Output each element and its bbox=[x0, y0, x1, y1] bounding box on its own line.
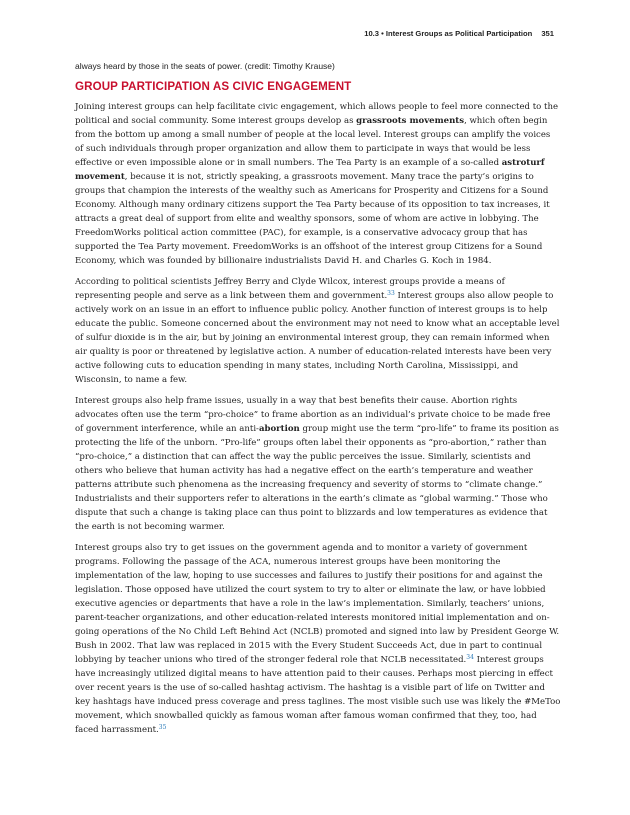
running-header bbox=[364, 29, 554, 38]
body-paragraph: Joining interest groups can help facilitate civic engagement, which allows people to feel more connected to the political and social community. Some interest groups develop as grassroots movements, which often begin from the bottom up among a small number of people at the local level. Interest groups can amplify the voices of such individuals through proper organization and allow them to participate in ways that would be less effective or even impossible alone or in small numbers. The Tea Party is an example of a so-called astroturf movement, because it is not, strictly speaking, a grassroots movement. Many trace the party’s origins to groups that champion the interests of the wealthy such as Americans for Prosperity and Citizens for a Sound Economy. Although many ordinary citizens support the Tea Party because of its opposition to tax increases, it attracts a great deal of support from elite and wealthy sponsors, some of whom are active in lobbying. The FreedomWorks political action committee (PAC), for example, is a conservative advocacy group that has supported the Tea Party movement. FreedomWorks is an offshoot of the interest group Citizens for a Sound Economy, which was founded by billionaire industrialists David H. and Charles G. Koch in 1984. bbox=[75, 102, 559, 266]
body-paragraph: According to political scientists Jeffrey Berry and Clyde Wilcox, interest groups provide a means of representing people and serve as a link between them and government.$^{33}$ Interest groups also allow people to actively work on an issue in an effort to influence public policy. Another function of interest groups is to help educate the public. Someone concerned about the environment may not need to know what an acceptable level of sulfur dioxide is in the air, but by joining an environmental interest group, they can remain informed when air quality is poor or threatened by legislative action. A number of education-related interests have been very active following cuts to education spending in many states, including North Carolina, Mississippi, and Wisconsin, to name a few. bbox=[75, 277, 560, 385]
page-number: 351 bbox=[541, 29, 554, 38]
section-title: GROUP PARTICIPATION AS CIVIC ENGAGEMENT bbox=[75, 80, 352, 93]
footnote-reference[interactable]: 33 bbox=[387, 290, 395, 297]
body-paragraph: Interest groups also try to get issues on the government agenda and to monitor a variety of government programs. Following the passage of the ACA, numerous interest groups have been monitoring the implementation of the law, hoping to use successes and failures to justify their positions for and against the legislation. Those opposed have utilized the court system to try to alter or eliminate the law, or have lobbied executive agencies or departments that have a role in the law’s implementation. Similarly, teachers’ unions, parent-teacher organizations, and other education-related interests monitored initial implementation and on- going operations of the No Child Left Behind Act (NCLB) promoted and signed into law by President George W. Bush in 2002. That law was replaced in 2015 with the Every Student Succeeds Act, due in part to continual lobbying by teacher unions who tired of the stronger federal role that NCLB necessitated.$^{34}$ Interest groups have increasingly utilized digital means to have attention paid to their causes. Perhaps most piercing in effect over recent years is the use of so-called hashtag activism. The hashtag is a visible part of life on Twitter and key hashtags have induced press coverage and press taglines. The most visible such use was likely the #MeToo movement, which snowballed quickly as famous woman after famous woman confirmed that they, too, had faced harrassment.$^{35}$ bbox=[75, 543, 561, 735]
running-header-section: 10.3 • Interest Groups as Political Participation bbox=[364, 29, 533, 38]
footnote-reference[interactable]: 35 bbox=[158, 724, 167, 731]
body-paragraph: Interest groups also help frame issues, usually in a way that best benefits their cause. Abortion rights advocates often use the term “pro-choice” to frame abortion as an individual’s private choice to be made free of government interference, while an anti-abortion group might use the term “pro-life” to frame its position as protecting the life of the unborn. “Pro-life” groups often label their opponents as “pro-abortion,” rather than “pro-choice,” a distinction that can affect the way the public perceives the issue. Similarly, scientists and others who believe that human activity has had a negative effect on the earth’s temperature and weather patterns attribute such phenomena as the increasing frequency and severity of storms to “climate change.” Industrialists and their supporters refer to alterations in the earth’s climate as “global warming.” Those who dispute that such a change is taking place can thus point to blizzards and low temperatures as evidence that the earth is not becoming warmer. bbox=[75, 396, 559, 532]
key-term: abortion bbox=[258, 424, 300, 434]
body-text bbox=[75, 100, 561, 737]
key-term: grassroots movements bbox=[356, 116, 465, 126]
footnote-reference[interactable]: 34 bbox=[466, 654, 474, 661]
page-content bbox=[75, 61, 561, 744]
key-term: astroturf bbox=[501, 158, 545, 168]
key-term: movement bbox=[75, 172, 125, 182]
figure-caption-continuation: always heard by those in the seats of power. (credit: Timothy Krause) bbox=[75, 61, 335, 71]
